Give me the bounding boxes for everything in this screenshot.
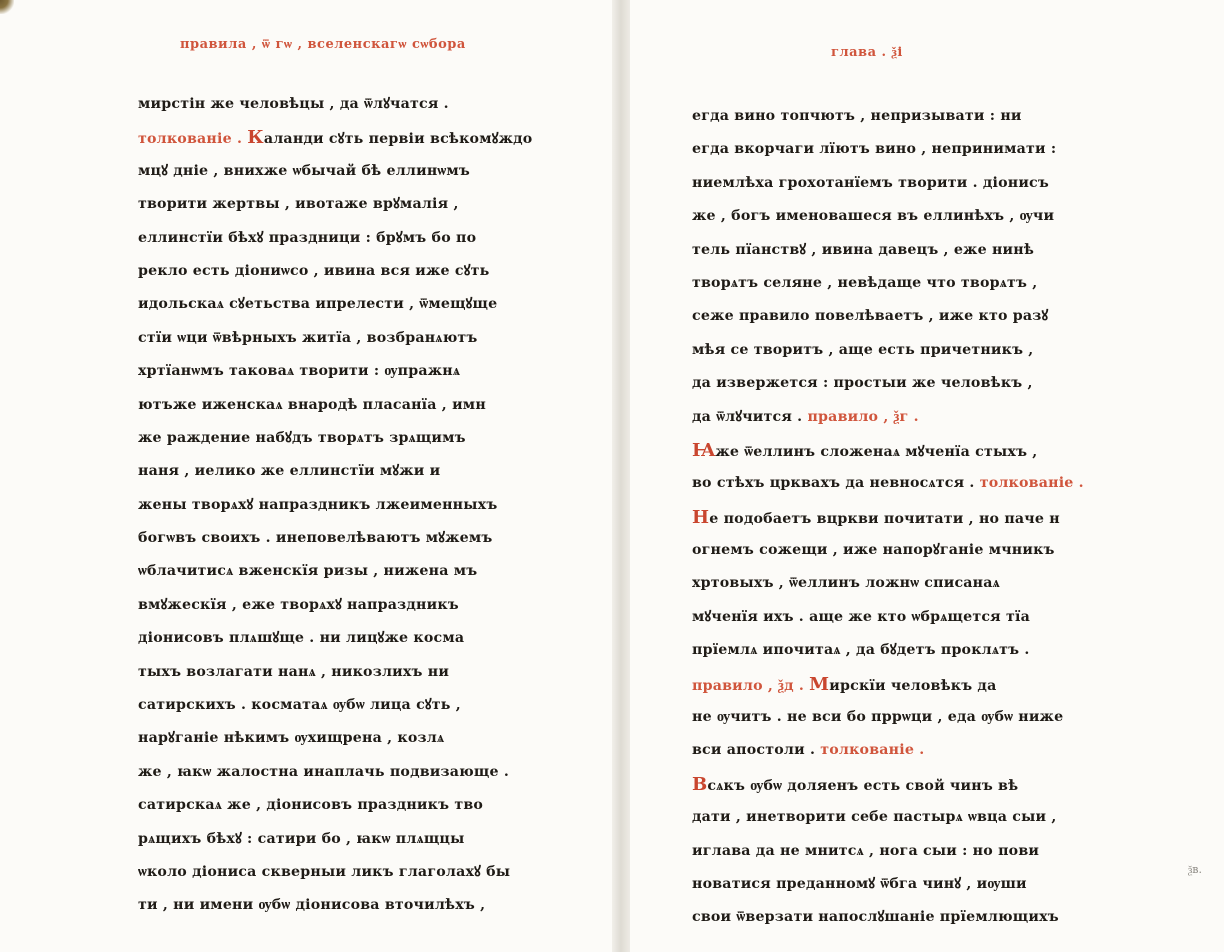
red-initial-letter: Ꙗ (692, 439, 716, 461)
line-text: вмꙋжескїя , еже творѧхꙋ напраздникъ (138, 596, 459, 613)
text-line (138, 389, 588, 422)
line-text: мцꙋ дніе , внихже ѡбычай бѣ еллинѡмъ (138, 162, 470, 179)
text-line (692, 701, 1172, 734)
line-text: нарꙋганіе нѣкимъ ѹхищрена , козлѧ (138, 730, 445, 747)
text-line (692, 167, 1172, 200)
text-line (138, 288, 588, 321)
line-text: ѡблачитисѧ вженскїя ризы , нижена мъ (138, 563, 478, 580)
line-text: да ѿлꙋчится . (692, 408, 808, 425)
line-text: идольскаѧ сꙋетьства ипрелести , ѿмещꙋще (138, 296, 498, 313)
text-line (138, 355, 588, 388)
text-line (138, 88, 588, 121)
line-text: хртїанѡмъ таковаѧ творити : ѹпражнѧ (138, 363, 461, 380)
left-running-header: правила , ѿ гѡ , вселенскагѡ сѡбора (180, 37, 466, 52)
line-text: мирстін же человѣцы , да ѿлꙋчатся . (138, 96, 449, 112)
right-text-block (692, 100, 1172, 935)
rubric-text: толкованіе . (820, 742, 925, 759)
line-text: прїемлѧ ипочитаѧ , да бꙋдетъ проклѧтъ . (692, 642, 1030, 659)
margin-folio-note: ѯв. (1187, 863, 1202, 876)
text-line (138, 522, 588, 555)
text-line (138, 555, 588, 588)
text-line (692, 133, 1172, 166)
text-line (138, 656, 588, 689)
line-text: е подобаетъ вцркви почитати , но паче н (709, 510, 1060, 527)
line-text: дати , инетворити себе пастырѧ ѡвца сыи , (692, 809, 1057, 826)
text-line (692, 768, 1172, 801)
red-initial-letter: К (247, 127, 264, 149)
rubric-text: правило , ѯг . (807, 408, 919, 425)
text-line (138, 689, 588, 722)
line-text: тыхъ возлагати нанѧ , никозлихъ ни (138, 663, 450, 680)
text-line (138, 823, 588, 856)
line-text: сѧкъ ѹбѡ доляенъ есть свой чинъ вѣ (707, 777, 1019, 794)
line-text: огнемъ сожещи , иже напорꙋганіе мчникъ (692, 542, 1055, 559)
line-text: мꙋченїя ихъ . аще же кто ѡбрѧщется тїа (692, 608, 1030, 625)
text-line (138, 489, 588, 522)
text-line (138, 589, 588, 622)
text-line (692, 534, 1172, 567)
text-line (138, 422, 588, 455)
left-text-block (138, 88, 588, 923)
line-text: жены творѧхꙋ напраздникъ лжеименныхъ (138, 496, 498, 513)
text-line (692, 100, 1172, 133)
line-text: сатирскихъ . косматаѧ ѹбѡ лица сꙋть , (138, 697, 461, 714)
right-running-header: глава . ѯі (831, 45, 903, 60)
line-text: новатися преданномꙋ ѿбга чинꙋ , иѹши (692, 875, 1027, 892)
line-text: еллинстїи бѣхꙋ праздници : брꙋмъ бо по (138, 229, 477, 246)
rubric-text: толкованіе . (979, 475, 1084, 492)
line-text: наня , иелико же еллинстїи мꙋжи и (138, 463, 441, 480)
text-line (138, 222, 588, 255)
text-line (692, 401, 1172, 434)
text-line (692, 367, 1172, 400)
text-line (692, 334, 1172, 367)
line-text: творити жертвы , ивотаже врꙋмалія , (138, 196, 459, 213)
line-text: рѧщихъ бѣхꙋ : сатири бо , ꙗкѡ плѧщцы (138, 830, 465, 847)
line-text: богѡвъ своихъ . инеповелѣваютъ мꙋжемъ (138, 530, 493, 547)
text-line (138, 722, 588, 755)
text-line (138, 756, 588, 789)
text-line (692, 634, 1172, 667)
text-line (138, 121, 588, 154)
line-text: ѡколо діониса скверныи ликъ глаголахꙋ бы (138, 863, 511, 880)
red-initial-letter: М (809, 673, 830, 695)
red-initial-letter: Н (692, 506, 710, 528)
line-text: ютъже иженскаѧ внародѣ пласанїа , имн (138, 396, 486, 413)
line-text: мѣя се творитъ , аще есть причетникъ , (692, 341, 1034, 358)
line-text: иглава да не мнитсѧ , нога сыи : но пови (692, 842, 1040, 859)
text-line (138, 622, 588, 655)
line-text: ирскїи человѣкъ да (829, 677, 997, 694)
line-text: свои ѿверзати напослꙋшаніе прїемлющихъ (692, 909, 1059, 926)
line-text: творѧтъ селяне , невѣдаще что творѧтъ , (692, 274, 1038, 291)
text-line (692, 868, 1172, 901)
line-text: сатирскаѧ же , діонисовъ праздникъ тво (138, 797, 484, 814)
text-line (692, 734, 1172, 767)
text-line (138, 322, 588, 355)
text-line (692, 234, 1172, 267)
line-text: же , ꙗкѡ жалостна инаплачь подвизающе . (138, 763, 509, 780)
red-initial-letter: В (692, 773, 708, 795)
text-line (692, 901, 1172, 934)
line-text: вси апостоли . (692, 742, 821, 759)
text-line (692, 668, 1172, 701)
line-text: же , богъ именовашеся въ еллинѣхъ , ѹчи (692, 208, 1055, 225)
text-line (692, 300, 1172, 333)
line-text: хртовыхъ , ѿеллинъ ложнѡ списанаѧ (692, 575, 1000, 592)
text-line (138, 789, 588, 822)
line-text: же ѿеллинъ сложенаѧ мꙋченїа стыхъ , (715, 443, 1038, 460)
text-line (138, 188, 588, 221)
text-line (692, 801, 1172, 834)
line-text: діонисовъ плѧшꙋще . ни лицꙋже косма (138, 630, 465, 647)
page-corner-stain (0, 0, 14, 14)
line-text: тель пїанствꙋ , ивина давецъ , еже нинѣ (692, 241, 1035, 258)
rubric-text: толкованіе . (138, 131, 248, 148)
line-text: да извержется : простыи же человѣкъ , (692, 375, 1033, 392)
line-text: же раждение набꙋдъ творѧтъ зрѧщимъ (138, 429, 466, 446)
text-line (692, 267, 1172, 300)
text-line (692, 200, 1172, 233)
line-text: сеже правило повелѣваетъ , иже кто разꙋ (692, 308, 1049, 325)
line-text: рекло есть діониѡсо , ивина вся иже сꙋть (138, 262, 490, 279)
line-text: аланди сꙋть первіи всѣкомꙋждо (263, 131, 533, 148)
text-line (692, 601, 1172, 634)
line-text: во стѣхъ црквахъ да невносѧтся . (692, 475, 980, 492)
text-line (138, 889, 588, 922)
text-line (692, 835, 1172, 868)
text-line (138, 155, 588, 188)
right-page (630, 0, 1224, 952)
line-text: стїи ѡци ѿвѣрныхъ житїа , возбранѧютъ (138, 329, 478, 346)
text-line (138, 255, 588, 288)
text-line (692, 434, 1172, 467)
text-line (692, 467, 1172, 500)
line-text: ти , ни имени ѹбѡ діонисова вточилѣхъ , (138, 897, 486, 914)
rubric-text: правило , ѯд . (692, 677, 810, 694)
text-line (692, 567, 1172, 600)
text-line (138, 856, 588, 889)
text-line (138, 455, 588, 488)
line-text: егда вкорчаги лїютъ вино , непринимати : (692, 141, 1057, 158)
line-text: не ѹчитъ . не вси бо пррѡци , еда ѹбѡ ниже (692, 709, 1064, 726)
line-text: ниемлѣха грохотанїемъ творити . діонисъ (692, 174, 1049, 191)
text-line (692, 501, 1172, 534)
line-text: егда вино топчютъ , непризывати : ни (692, 108, 1022, 124)
